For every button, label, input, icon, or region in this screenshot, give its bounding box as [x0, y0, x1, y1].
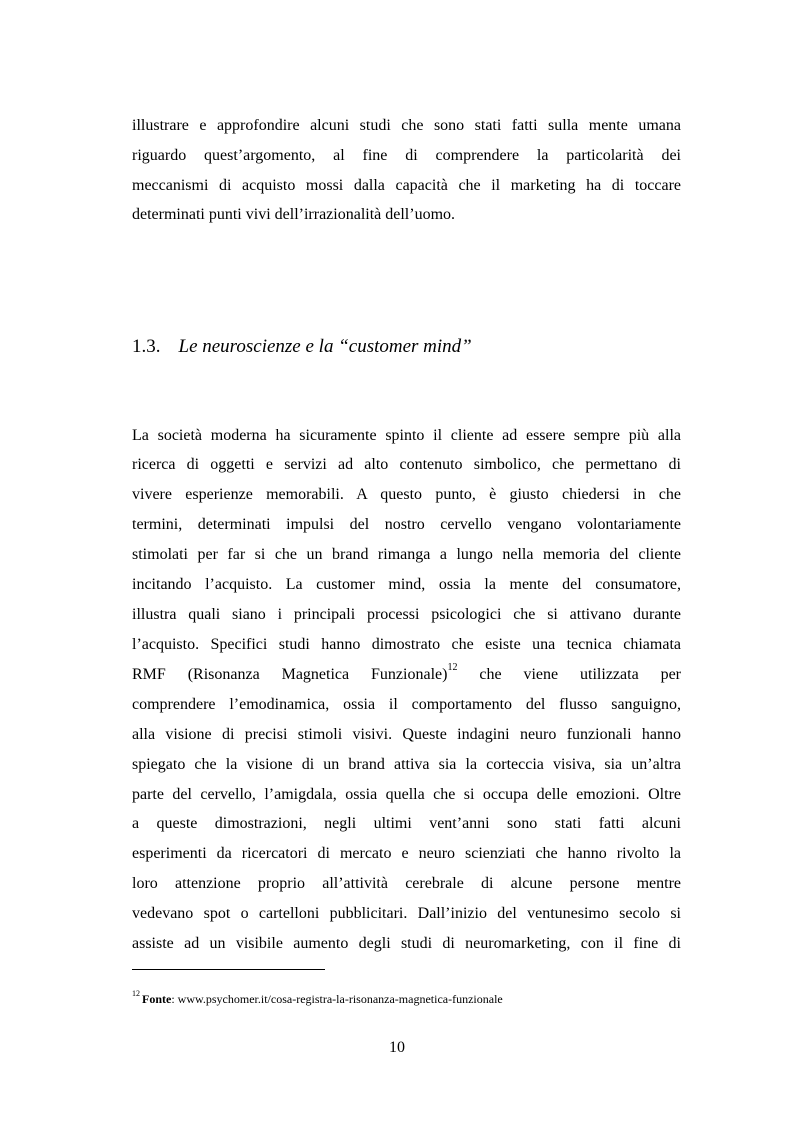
body-line: spiegato che la visione di un brand attiva sia la corteccia visiva, sia un’altra: [132, 756, 681, 773]
body-line: termini, determinati impulsi del nostro cervello vengano volontariamente: [132, 516, 681, 533]
rmf-text-tail: che viene utilizzata per: [479, 666, 682, 683]
body-line: illustra quali siano i principali processi psicologici che si attivano durante: [132, 606, 681, 623]
body-line: loro attenzione proprio all’attività cerebrale di alcune persone mentre: [132, 875, 681, 892]
intro-line: meccanismi di acquisto mossi dalla capacità che il marketing ha di toccare: [132, 177, 681, 194]
body-line: vedevano spot o cartelloni pubblicitari. Dall’inizio del ventunesimo secolo si: [132, 905, 681, 922]
body-line: l’acquisto. Specifici studi hanno dimostrato che esiste una tecnica chiamata: [132, 636, 681, 653]
footnote-text: : www.psychomer.it/cosa-registra-la-risonanza-magnetica-funzionale: [171, 992, 503, 1006]
body-line: ricerca di oggetti e servizi ad alto contenuto simbolico, che permettano di: [132, 456, 681, 473]
body-line: esperimenti da ricercatori di mercato e neuro scienziati che hanno rivolto la: [132, 845, 681, 862]
footnote-reference[interactable]: 12: [447, 662, 458, 673]
body-line: stimolati per far si che un brand rimanga a lungo nella memoria del cliente: [132, 546, 681, 563]
body-line: parte del cervello, l’amigdala, ossia quella che si occupa delle emozioni. Oltre: [132, 786, 681, 803]
body-line: comprendere l’emodinamica, ossia il comportamento del flusso sanguigno,: [132, 696, 681, 713]
body-line: alla visione di precisi stimoli visivi. Queste indagini neuro funzionali hanno: [132, 726, 681, 743]
intro-line: illustrare e approfondire alcuni studi che sono stati fatti sulla mente umana: [132, 117, 681, 134]
body-line: incitando l’acquisto. La customer mind, ossia la mente del consumatore,: [132, 576, 681, 593]
intro-line: determinati punti vivi dell’irrazionalità dell’uomo.: [132, 206, 456, 223]
footnote: [132, 991, 681, 1007]
body-line-rmf: [132, 662, 682, 685]
body-line: La società moderna ha sicuramente spinto il cliente ad essere sempre più alla: [132, 427, 681, 444]
body-line: assiste ad un visibile aumento degli studi di neuromarketing, con il fine di: [132, 935, 681, 952]
section-heading: [132, 335, 681, 359]
section-title: Le neuroscienze e la “customer mind”: [178, 336, 472, 357]
footnote-number: 12: [132, 989, 140, 998]
page-number: 10: [389, 1039, 405, 1056]
body-line: vivere esperienze memorabili. A questo punto, è giusto chiedersi in che: [132, 486, 681, 503]
intro-line: riguardo quest’argomento, al fine di comprendere la particolarità dei: [132, 147, 681, 164]
rmf-text: RMF (Risonanza Magnetica Funzionale): [132, 666, 448, 683]
body-line: a queste dimostrazioni, negli ultimi vent’anni sono stati fatti alcuni: [132, 815, 681, 832]
section-number: 1.3.: [132, 336, 161, 357]
footnote-divider: [132, 969, 325, 970]
footnote-label: Fonte: [142, 992, 172, 1006]
